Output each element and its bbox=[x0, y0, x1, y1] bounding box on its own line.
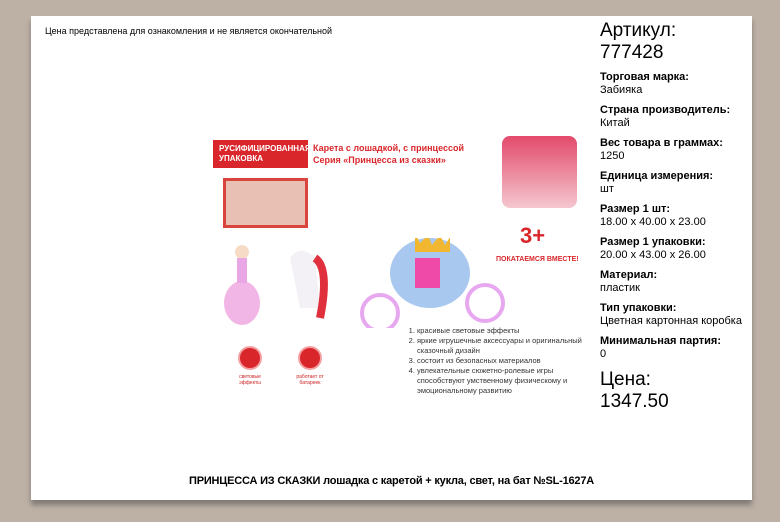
article-value: 777428 bbox=[600, 42, 664, 63]
image-heading-line2: Серия «Принцесса из сказки» bbox=[313, 155, 446, 165]
article-label: Артикул: bbox=[600, 20, 677, 41]
spec-label: Страна производитель: bbox=[600, 104, 731, 116]
spec-value: 20.00 x 43.00 x 26.00 bbox=[600, 249, 706, 261]
feature-item: 3. состоит из безопасных материалов bbox=[417, 356, 587, 366]
spec-label: Вес товара в граммах: bbox=[600, 137, 723, 149]
specs-panel bbox=[600, 20, 750, 413]
price-disclaimer: Цена представлена для ознакомления и не является окончательной bbox=[45, 26, 333, 36]
spec-label: Единица измерения: bbox=[600, 170, 714, 182]
slogan: ПОКАТАЕМСЯ ВМЕСТЕ! bbox=[496, 256, 579, 263]
light-effects-caption: световые эффекты bbox=[239, 374, 261, 386]
spec-value: Китай bbox=[600, 117, 630, 129]
feature-item: 1. красивые световые эффекты bbox=[417, 326, 587, 336]
brand-logo bbox=[502, 136, 577, 208]
price-label: Цена: bbox=[600, 369, 651, 390]
spec-value: 0 bbox=[600, 348, 607, 360]
image-heading bbox=[313, 142, 464, 166]
package-box-illustration bbox=[223, 178, 308, 228]
light-bulb-icon bbox=[238, 346, 262, 370]
image-heading-line1: Карета с лошадкой, с принцессой bbox=[313, 143, 465, 153]
spec-label: Торговая марка: bbox=[600, 71, 689, 83]
spec-label: Тип упаковки: bbox=[600, 302, 677, 314]
age-label: 3+ bbox=[520, 223, 546, 248]
battery-icon bbox=[298, 346, 322, 370]
feature-list bbox=[407, 326, 587, 396]
spec-label: Материал: bbox=[600, 269, 658, 281]
spec-value: 18.00 x 40.00 x 23.00 bbox=[600, 216, 706, 228]
feature-item: 2. яркие игрушечные аксессуары и оригинальный сказочный дизайн bbox=[417, 336, 587, 356]
price-value: 1347.50 bbox=[600, 391, 669, 412]
feature-item: 4. увлекательные сюжетно-ролевые игры способствуют умственному физическому и эмоциональному развитию bbox=[417, 366, 587, 396]
spec-value: шт bbox=[600, 183, 614, 195]
toy-illustration bbox=[220, 238, 580, 328]
spec-value: Цветная картонная коробка bbox=[600, 315, 742, 327]
battery-caption: работает от батареек bbox=[296, 374, 324, 386]
spec-label: Размер 1 шт: bbox=[600, 203, 671, 215]
spec-value: 1250 bbox=[600, 150, 625, 162]
product-title: ПРИНЦЕССА ИЗ СКАЗКИ лошадка с каретой + кукла, свет, на бат №SL-1627A bbox=[189, 475, 594, 487]
product-sheet bbox=[31, 16, 752, 500]
product-image bbox=[200, 128, 590, 408]
spec-label: Минимальная партия: bbox=[600, 335, 721, 347]
spec-value: пластик bbox=[600, 282, 640, 294]
russified-badge: РУСИФИЦИРОВАННАЯ УПАКОВКА bbox=[213, 140, 308, 168]
spec-value: Забияка bbox=[600, 84, 643, 96]
spec-label: Размер 1 упаковки: bbox=[600, 236, 706, 248]
